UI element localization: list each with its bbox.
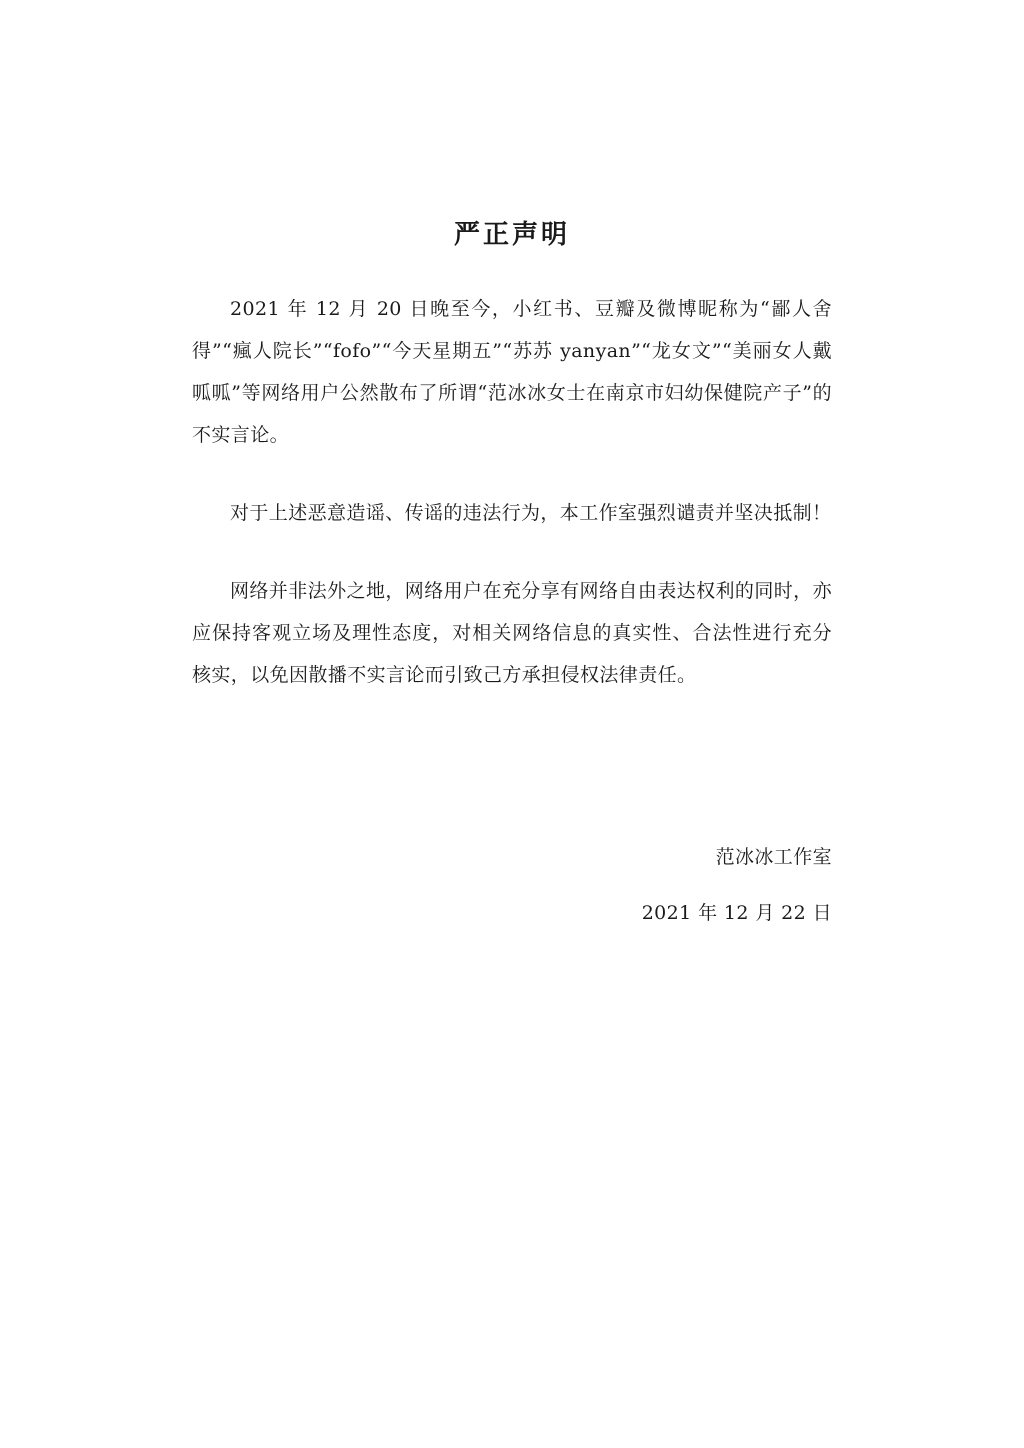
- signature: 范冰冰工作室: [715, 846, 832, 868]
- paragraph-1: 2021 年 12 月 20 日晚至今，小红书、豆瓣及微博昵称为“鄙人舍得”“瘋人院长”“fofo”“今天星期五”“苏苏 yanyan”“龙女文”“美丽女人戴呱呱”等网络用户公然散布了所谓“范冰冰女士在南京市妇幼保健院产子”的不实言论。: [192, 298, 832, 446]
- statement-date: 2021 年 12 月 22 日: [641, 902, 832, 924]
- document-title: 严正声明: [453, 220, 570, 250]
- document-body: [192, 288, 832, 732]
- paragraph-3: 网络并非法外之地，网络用户在充分享有网络自由表达权利的同时，亦应保持客观立场及理性态度，对相关网络信息的真实性、合法性进行充分核实，以免因散播不实言论而引致己方承担侵权法律责任。: [192, 580, 832, 686]
- paragraph-2: 对于上述恶意造谣、传谣的违法行为，本工作室强烈谴责并坚决抵制！: [230, 502, 832, 524]
